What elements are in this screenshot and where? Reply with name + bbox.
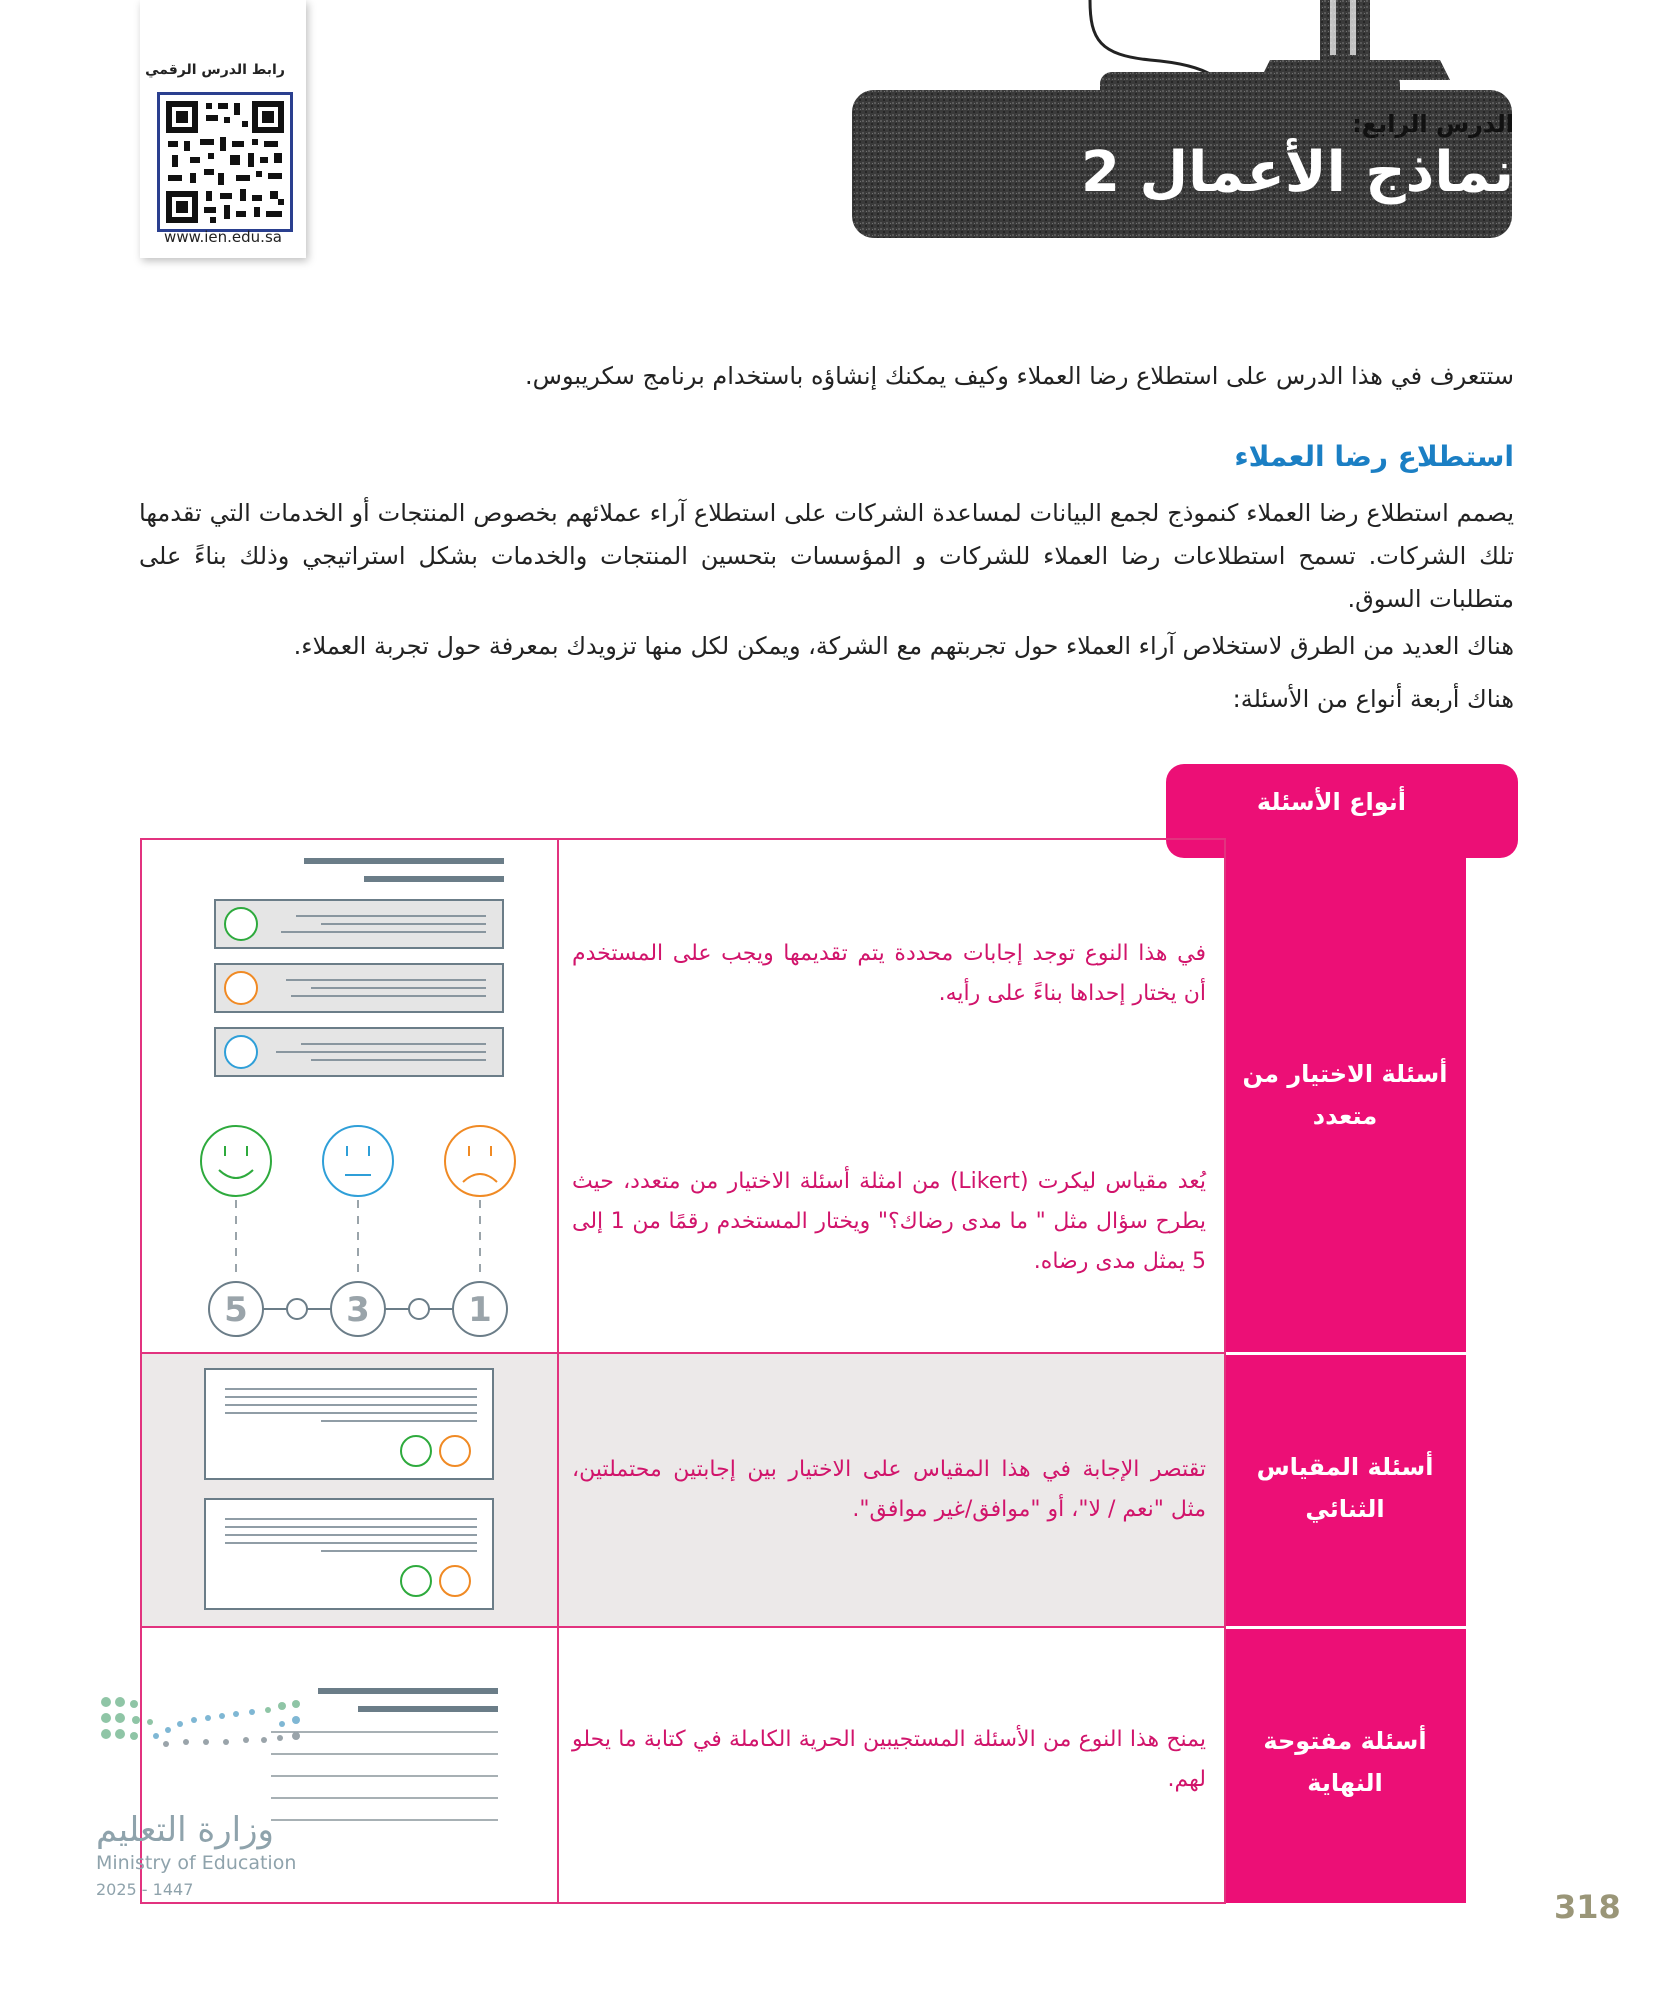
type-divider	[1224, 1626, 1466, 1629]
qr-label: رابط الدرس الرقمي	[145, 62, 285, 78]
desc-open-ended: يمنح هذا النوع من الأسئلة المستجيبين الحرية الكاملة في كتابة ما يحلو لهم.	[572, 1727, 1206, 1792]
ministry-year: 2025 - 1447	[96, 1880, 194, 1899]
section-paragraph-1: يصمم استطلاع رضا العملاء كنموذج لجمع البيانات لمساعدة الشركات على استطلاع آراء عملائهم بخصوص المنتجات أو الخدمات التي تقدمها تلك الشركات. تسمح استطلاعات رضا العملاء للشركات و المؤسسات بتحسين المنتجات والخدمات بشكل استراتيجي وذلك بناءً على متطلبات السوق.	[139, 499, 1514, 613]
option-box-green	[215, 900, 503, 948]
ministry-logo-icon	[96, 1690, 316, 1800]
qr-card[interactable]	[140, 0, 306, 258]
question-type-column	[1224, 838, 1466, 1903]
type-multiple-choice	[1224, 1053, 1466, 1137]
desc-binary-scale: تقتصر الإجابة في هذا المقياس على الاختيار بين إجابتين محتملتين، مثل "نعم / لا"، أو "موافق/غير موافق".	[572, 1457, 1206, 1522]
sad-face-icon	[445, 1126, 515, 1196]
table-col-divider	[557, 838, 559, 1904]
type-binary-scale-line1: أسئلة المقياس	[1256, 1453, 1434, 1481]
intro-text: ستتعرف في هذا الدرس على استطلاع رضا العملاء وكيف يمكنك إنشاؤه باستخدام برنامج سكريبوس.	[525, 362, 1514, 390]
option-box-blue	[215, 1028, 503, 1076]
desc-multiple-choice: في هذا النوع توجد إجابات محددة يتم تقديمها ويجب على المستخدم أن يختار إحداها بناءً على رأيه.	[572, 941, 1206, 1006]
ministry-name-english: Ministry of Education	[96, 1852, 297, 1874]
scale-label-3: 3	[346, 1290, 370, 1330]
type-open-ended-line1: أسئلة مفتوحة	[1263, 1727, 1427, 1755]
type-binary-scale-line2: الثنائي	[1305, 1495, 1385, 1523]
section-paragraph-3: هناك أربعة أنواع من الأسئلة:	[1232, 685, 1514, 713]
type-multiple-choice-line2: متعدد	[1312, 1102, 1378, 1130]
page-number: 318	[1554, 1888, 1621, 1926]
section-paragraph-2: هناك العديد من الطرق لاستخلاص آراء العملاء حول تجربتهم مع الشركة، ويمكن لكل منها تزويدك بمعرفة حول تجربة العملاء.	[293, 632, 1514, 660]
binary-card-1	[205, 1369, 493, 1479]
type-divider	[1224, 1352, 1466, 1355]
type-multiple-choice-line1: أسئلة الاختيار من	[1242, 1060, 1448, 1088]
ministry-name-arabic: وزارة التعليم	[96, 1810, 274, 1850]
happy-face-icon	[201, 1126, 271, 1196]
type-open-ended-line2: النهاية	[1307, 1769, 1383, 1797]
qr-url[interactable]: www.ien.edu.sa	[164, 228, 282, 246]
neutral-face-icon	[323, 1126, 393, 1196]
section-heading: استطلاع رضا العملاء	[1234, 440, 1514, 473]
multiple-choice-illustration	[141, 840, 556, 1352]
lesson-subtitle: الدرس الرابع:	[1352, 110, 1514, 138]
table-header-label: أنواع الأسئلة	[1256, 788, 1406, 816]
table-row-divider	[140, 1352, 1226, 1354]
qr-code[interactable]	[157, 92, 293, 232]
type-binary-scale	[1224, 1446, 1466, 1530]
type-open-ended	[1224, 1720, 1466, 1804]
option-box-orange	[215, 964, 503, 1012]
lesson-title: نماذج الأعمال 2	[1081, 140, 1514, 205]
scale-label-1: 1	[468, 1290, 492, 1330]
desc-likert: يُعد مقياس ليكرت (Likert) من امثلة أسئلة الاختيار من متعدد، حيث يطرح سؤال مثل " ما مدى رضاك؟" ويختار المستخدم رقمًا من 1 إلى 5 يمثل مدى رضاه.	[572, 1169, 1206, 1274]
binary-scale-illustration	[141, 1355, 556, 1627]
binary-card-2	[205, 1499, 493, 1609]
scale-label-5: 5	[224, 1290, 248, 1330]
